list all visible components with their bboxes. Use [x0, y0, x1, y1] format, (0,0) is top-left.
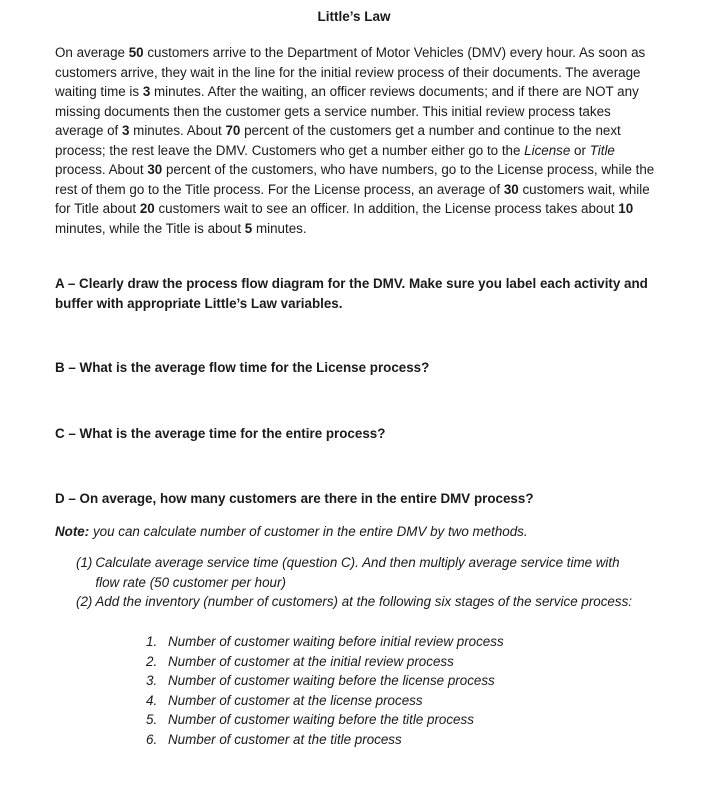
- key-value: 20: [139, 201, 155, 216]
- paragraph-text: minutes. After the waiting, an officer reviews documents; and if there are NOT any missing documents then the customer gets a service number. This initial review process takes average of: [55, 84, 639, 138]
- stage-text: Number of customer at the license process: [168, 692, 423, 708]
- key-value: 10: [618, 201, 634, 216]
- key-value: 30: [503, 181, 519, 197]
- question-d: D – On average, how many customers are there in the entire DMV process?: [55, 491, 534, 506]
- page-title: Little’s Law: [317, 9, 391, 24]
- paragraph-text: minutes, while the Title is about: [55, 220, 245, 236]
- stage-number: 4.: [146, 692, 158, 708]
- paragraph-text: On average: [55, 45, 129, 60]
- stage-item: [146, 671, 626, 691]
- stage-list: [146, 632, 626, 749]
- emphasis-text: Title: [589, 142, 615, 158]
- stage-number: 1.: [146, 634, 158, 649]
- paragraph-text: or: [570, 142, 590, 158]
- paragraph-text: minutes.: [252, 220, 307, 236]
- question-c: C – What is the average time for the entire process?: [55, 426, 386, 441]
- paragraph-text: percent of the customers, who have numbers, go to the License process, while the rest of them go to the Title process. For the License process, an average of: [55, 162, 655, 197]
- stage-item: [146, 632, 626, 652]
- paragraph-text: minutes. About: [129, 123, 226, 138]
- method-item: [76, 592, 636, 612]
- problem-paragraph: [55, 43, 655, 238]
- paragraph-text: customers wait, while for Title about: [55, 181, 650, 216]
- note-label: Note:: [55, 524, 90, 539]
- note-text: you can calculate number of customer in the entire DMV by two methods.: [89, 524, 528, 539]
- stage-number: 6.: [146, 731, 158, 747]
- emphasis-text: License: [524, 142, 571, 158]
- stage-text: Number of customer waiting before the title process: [168, 712, 474, 727]
- question-a: A – Clearly draw the process flow diagram for the DMV. Make sure you label each activity and buffer with appropriate Little’s Law variables.: [55, 276, 648, 311]
- question-b: B – What is the average flow time for the License process?: [55, 360, 430, 375]
- key-value: 3: [142, 84, 151, 99]
- key-value: 70: [225, 123, 241, 138]
- paragraph-text: customers arrive to the Department of Motor Vehicles (DMV) every hour. As soon as customers arrive, they wait in the line for the initial review process of their documents. The average waiting time is: [55, 45, 646, 99]
- stage-number: 5.: [146, 712, 158, 727]
- key-value: 50: [128, 45, 144, 60]
- stage-number: 3.: [146, 673, 158, 688]
- stage-text: Number of customer waiting before the license process: [168, 673, 495, 688]
- stage-item: [146, 710, 626, 730]
- method-number: (2): [76, 594, 93, 609]
- key-value: 30: [147, 162, 163, 177]
- paragraph-text: process. About: [55, 162, 148, 177]
- method-text: Add the inventory (number of customers) at the following six stages of the service process:: [95, 594, 632, 609]
- method-number: (1): [76, 555, 93, 570]
- stage-item: [146, 652, 626, 672]
- stage-text: Number of customer waiting before initial review process: [168, 634, 504, 649]
- stage-text: Number of customer at the title process: [168, 731, 402, 747]
- key-value: 3: [122, 123, 130, 138]
- method-item: [76, 553, 636, 592]
- stage-text: Number of customer at the initial review process: [168, 653, 454, 669]
- paragraph-text: percent of the customers get a number and continue to the next process; the rest leave the DMV. Customers who get a number either go to the: [55, 123, 621, 158]
- note: [55, 522, 665, 542]
- method-text: Calculate average service time (question C). And then multiply average service time with flow rate (50 customer per hour): [95, 555, 620, 590]
- stage-item: [146, 691, 626, 711]
- paragraph-text: customers wait to see an officer. In addition, the License process takes about: [154, 201, 619, 216]
- stage-number: 2.: [146, 653, 158, 669]
- stage-item: [146, 730, 626, 750]
- method-list: [76, 553, 636, 612]
- key-value: 5: [244, 220, 253, 236]
